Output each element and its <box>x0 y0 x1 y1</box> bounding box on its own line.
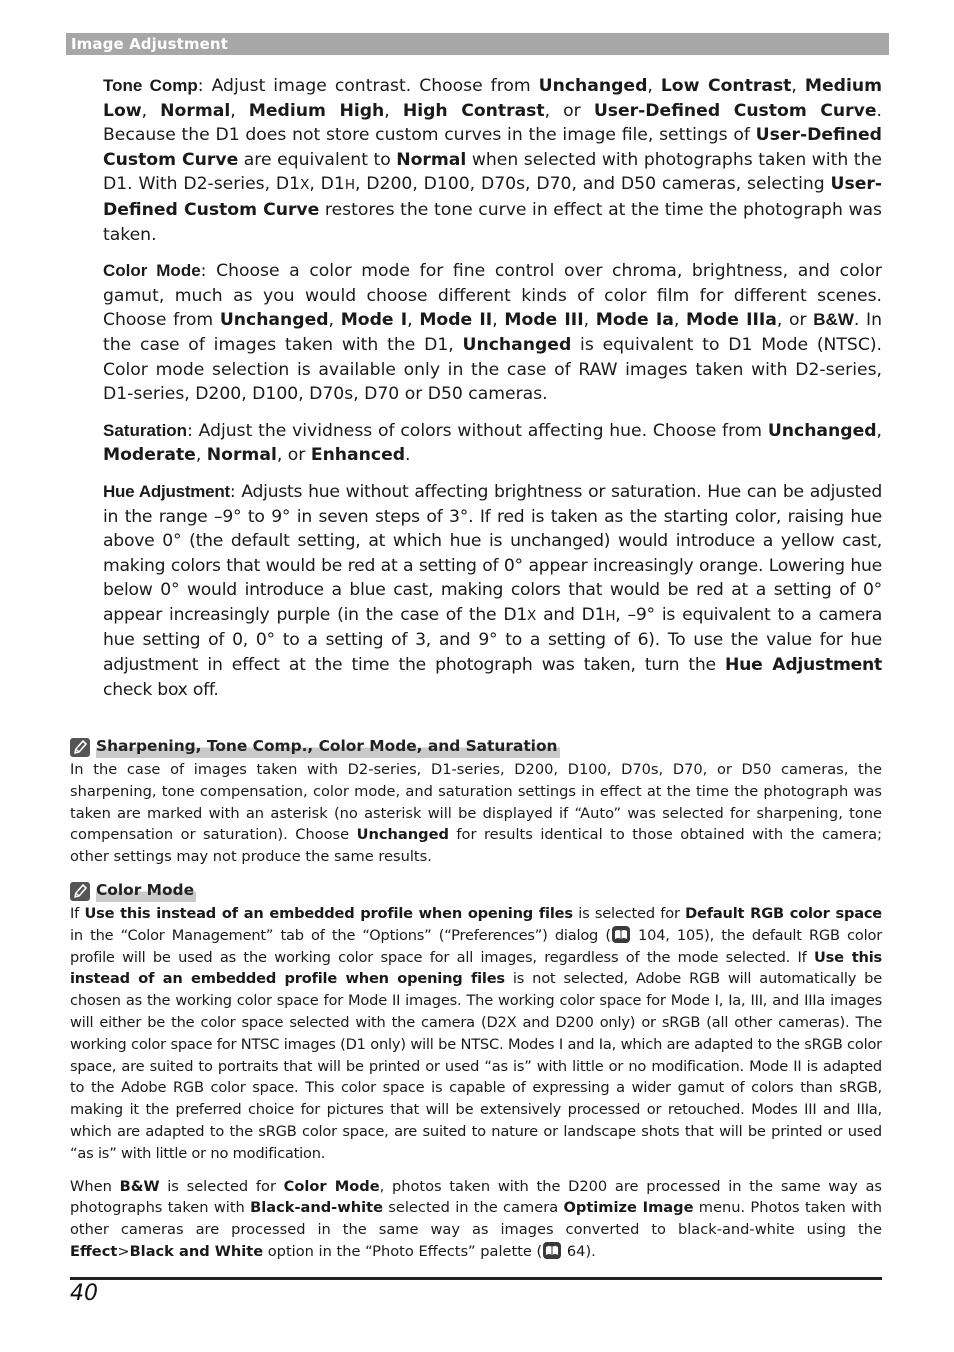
header-bar <box>66 33 889 55</box>
hue-paragraph: Hue Adjustment: Adjusts hue without affecting brightness or saturation. Hue can be adjusted in the range –9° to 9° in seven steps of 3°. If red is taken as the starting color, raising hue above 0° (the default setting, at which hue is unchanged) would introduce a yellow cast, making colors that would be red at a setting of 0° appear increasingly orange. Lowering hue below 0° would introduce a blue cast, making colors that would be red at a setting of 0° appear increasingly purple (in the case of the D1X and D1H, –9° is equivalent to a camera hue setting of 0, 0° to a setting of 3, and 9° to a setting of 6). To use the value for hue adjustment in effect at the time the photograph was taken, turn the Hue Adjustment check box off. <box>103 481 883 700</box>
term-color-mode: Color Mode <box>103 261 201 281</box>
note-title: Color Mode <box>96 880 196 902</box>
pencil-icon <box>70 738 90 757</box>
note-color-mode <box>70 880 882 1274</box>
note-heading <box>70 880 882 902</box>
book-icon <box>543 1242 561 1259</box>
note-heading <box>70 736 882 758</box>
main-body <box>103 74 882 714</box>
footer-rule <box>70 1277 882 1280</box>
page-title: Image Adjustment <box>71 35 228 53</box>
term-hue-adjustment: Hue Adjustment <box>103 481 230 501</box>
pencil-icon <box>70 882 90 901</box>
term-tone-comp: Tone Comp <box>103 76 198 95</box>
note-body: If Use this instead of an embedded profile when opening files is selected for Default RGB color space in the “Color Management” tab of the “Options” (“Preferences”) dialog ( 104, 105), the default RGB color profile will be used as the working color space for all images, regardless of the mode selected. If Use this instead of an embedded profile when opening files is not selected, Adobe RGB will automatically be chosen as the working color space for Mode II images. The working color space for Mode I, Ia, III, and IIIa images will either be the color space selected with the camera (D2X and D200 only) or sRGB (all other cameras). The working color space for NTSC images (D1 only) will be NTSC. Modes I and Ia, which are adapted to the sRGB color space, are suited to portraits that will be printed or used “as is” with little or no modification. Mode II is adapted to the Adobe RGB color space. This color space is capable of expressing a wider gamut of colors than sRGB, making it the preferred choice for pictures that will be extensively processed or retouched. Modes III and IIIa, which are adapted to the sRGB color space, are suited to nature or landscape shots that will be printed or used “as is” with little or no modification. <box>70 905 882 1162</box>
note-body: In the case of images taken with D2-series, D1-series, D200, D100, D70s, D70, or D50 cameras, the sharpening, tone compensation, color mode, and saturation settings in effect at the time the photograph was taken are marked with an asterisk (no asterisk will be displayed if “Auto” was selected for sharpening, tone compensation or saturation). Choose Unchanged for results identical to those obtained with the camera; other settings may not produce the same results. <box>70 761 882 866</box>
page-number: 40 <box>70 1281 98 1306</box>
note-sharpening <box>70 736 882 879</box>
note-body-2: When B&W is selected for Color Mode, photos taken with the D200 are processed in the same way as photographs taken with Black-and-white selected in the camera Optimize Image menu. Photos taken with other cameras are processed in the same way as images converted to black-and-white using the Effect>Black and White option in the “Photo Effects” palette ( 64). <box>70 1177 883 1260</box>
note-title: Sharpening, Tone Comp., Color Mode, and Saturation <box>96 736 560 758</box>
term-saturation: Saturation <box>103 420 188 440</box>
tone-comp-paragraph: Tone Comp: Adjust image contrast. Choose from Unchanged, Low Contrast, Medium Low, Normal, Medium High, High Contrast, or User-Defined Custom Curve. Because the D1 does not store custom curves in the image file, settings of User-Defined Custom Curve are equivalent to Normal when selected with photographs taken with the D1. With D2-series, D1X, D1H, D200, D100, D70s, D70, and D50 cameras, selecting User-Defined Custom Curve restores the tone curve in effect at the time the photograph was taken. <box>103 76 882 245</box>
color-mode-paragraph: Color Mode: Choose a color mode for fine control over chroma, brightness, and color gamut, much as you would choose different kinds of color film for different scenes. Choose from Unchanged, Mode I, Mode II, Mode III, Mode Ia, Mode IIIa, or B&W. In the case of images taken with the D1, Unchanged is equivalent to D1 Mode (NTSC). Color mode selection is available only in the case of RAW images taken with D2-series, D1-series, D200, D100, D70s, D70 or D50 cameras. <box>103 261 882 405</box>
saturation-paragraph: Saturation: Adjust the vividness of colors without affecting hue. Choose from Unchanged, Moderate, Normal, or Enhanced. <box>103 420 882 466</box>
book-icon <box>612 926 630 943</box>
